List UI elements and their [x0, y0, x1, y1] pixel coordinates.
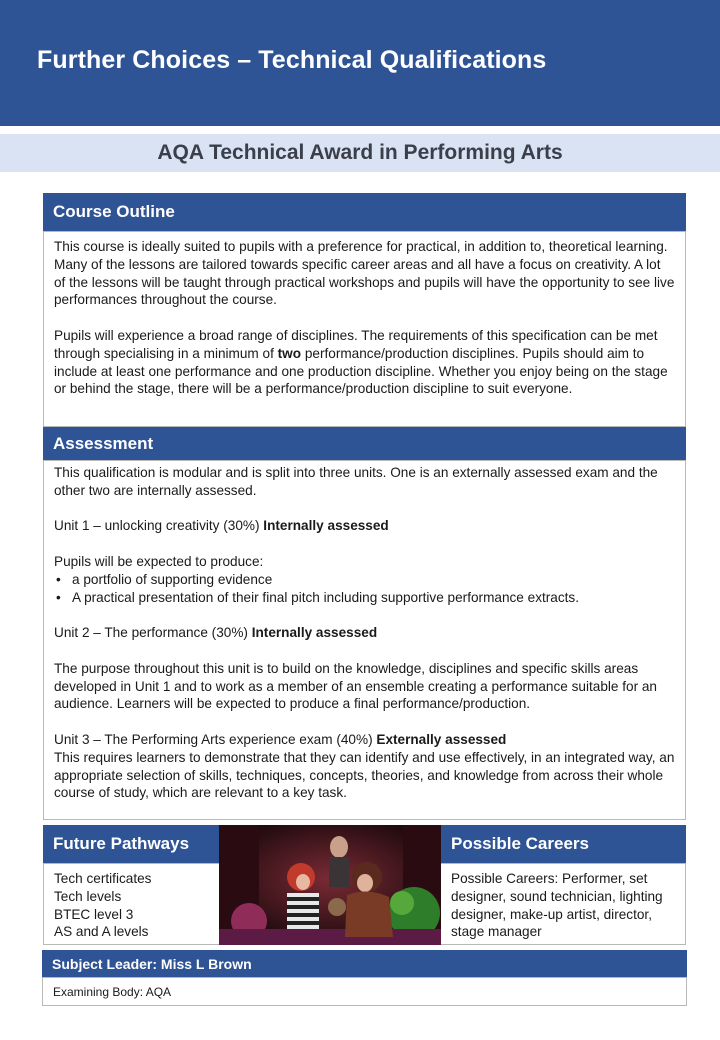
assessment-body — [43, 460, 686, 820]
pathway-item: Tech certificates — [54, 871, 152, 886]
unit-1-assessment-type: Internally assessed — [263, 518, 389, 534]
unit-3-title — [54, 731, 675, 749]
course-outline-para-2-end: performance/production disciplines. Pupils should aim to include at least one performance and one production discipline. Whether you enjoy being on the stage or behind the stage, there will be a performance/production discipline to suit everyone. — [54, 345, 668, 397]
performance-photo — [219, 825, 441, 945]
unit-2-description: The purpose throughout this unit is to build on the knowledge, disciplines and specific skills areas developed in Unit 1 and to work as a member of an ensemble creating a performance suitable for an audience. Learners will be expected to produce a final performance/production. — [54, 660, 657, 712]
unit-1-title — [54, 517, 675, 535]
possible-careers-heading — [441, 825, 686, 863]
title-banner — [0, 0, 720, 126]
unit-1-lead: Pupils will be expected to produce: — [54, 553, 264, 569]
page-subtitle: AQA Technical Award in Performing Arts — [157, 141, 563, 164]
page-title: Further Choices – Technical Qualifications — [37, 46, 547, 74]
examining-body-box — [42, 977, 687, 1006]
subtitle-band — [0, 134, 720, 172]
unit-2-assessment-type: Internally assessed — [251, 625, 378, 641]
course-outline-heading — [43, 193, 686, 231]
pathway-item: BTEC level 3 — [54, 906, 134, 922]
unit-1-title-text: Unit 1 – unlocking creativity (30%) — [54, 518, 264, 534]
subject-leader: Subject Leader: Miss L Brown — [52, 955, 252, 972]
course-outline-para-2-bold: two — [277, 345, 302, 361]
performance-photo-illustration — [219, 825, 441, 945]
course-outline-heading-text: Course Outline — [53, 202, 175, 221]
subject-leader-bar — [42, 950, 687, 977]
possible-careers-heading-text: Possible Careers — [451, 834, 589, 853]
unit-2-title — [54, 624, 675, 642]
unit-1-bullet: • A practical presentation of their final pitch including supportive performance extracts. — [54, 589, 675, 607]
unit-3-title-text: Unit 3 – The Performing Arts experience exam (40%) — [54, 731, 377, 747]
course-outline-para-2 — [54, 327, 675, 398]
pathway-item: AS and A levels — [54, 924, 149, 940]
course-outline-body — [43, 231, 686, 427]
assessment-heading — [43, 427, 686, 460]
course-outline-para-1: This course is ideally suited to pupils with a preference for practical, in addition to, theoretical learning. Many of the lessons are tailored towards specific career areas and all have a focus on creativity. A lot of the lessons will be taught through practical workshops and pupils will have the opportunity to see live performances throughout the course. — [54, 239, 675, 308]
possible-careers-body — [441, 863, 686, 945]
future-pathways-body — [43, 863, 219, 945]
assessment-intro: This qualification is modular and is split into three units. One is an externally assessed exam and the other two are internally assessed. — [54, 465, 658, 498]
unit-3-assessment-type: Externally assessed — [376, 731, 507, 747]
future-pathways-heading — [43, 825, 219, 863]
unit-2-title-text: Unit 2 – The performance (30%) — [54, 625, 252, 641]
unit-1-bullet: • a portfolio of supporting evidence — [54, 571, 675, 589]
unit-1-bullet-list — [54, 571, 675, 607]
pathway-item: Tech levels — [54, 888, 122, 904]
unit-3-description: This requires learners to demonstrate that they can identify and use effectively, in an integrated way, an appropriate selection of skills, techniques, concepts, theories, and knowledge from across their whole course of study, which are relevant to a key task. — [54, 749, 675, 801]
examining-body: Examining Body: AQA — [53, 984, 172, 999]
possible-careers-text: Possible Careers: Performer, set designer, sound technician, lighting designer, make-up artist, director, stage manager — [451, 871, 663, 940]
assessment-heading-text: Assessment — [53, 433, 154, 453]
future-pathways-heading-text: Future Pathways — [53, 834, 190, 853]
course-outline-para-2-start: Pupils will experience a broad range of disciplines. The requirements of this specification can be met through specialising in a minimum of — [54, 327, 658, 361]
